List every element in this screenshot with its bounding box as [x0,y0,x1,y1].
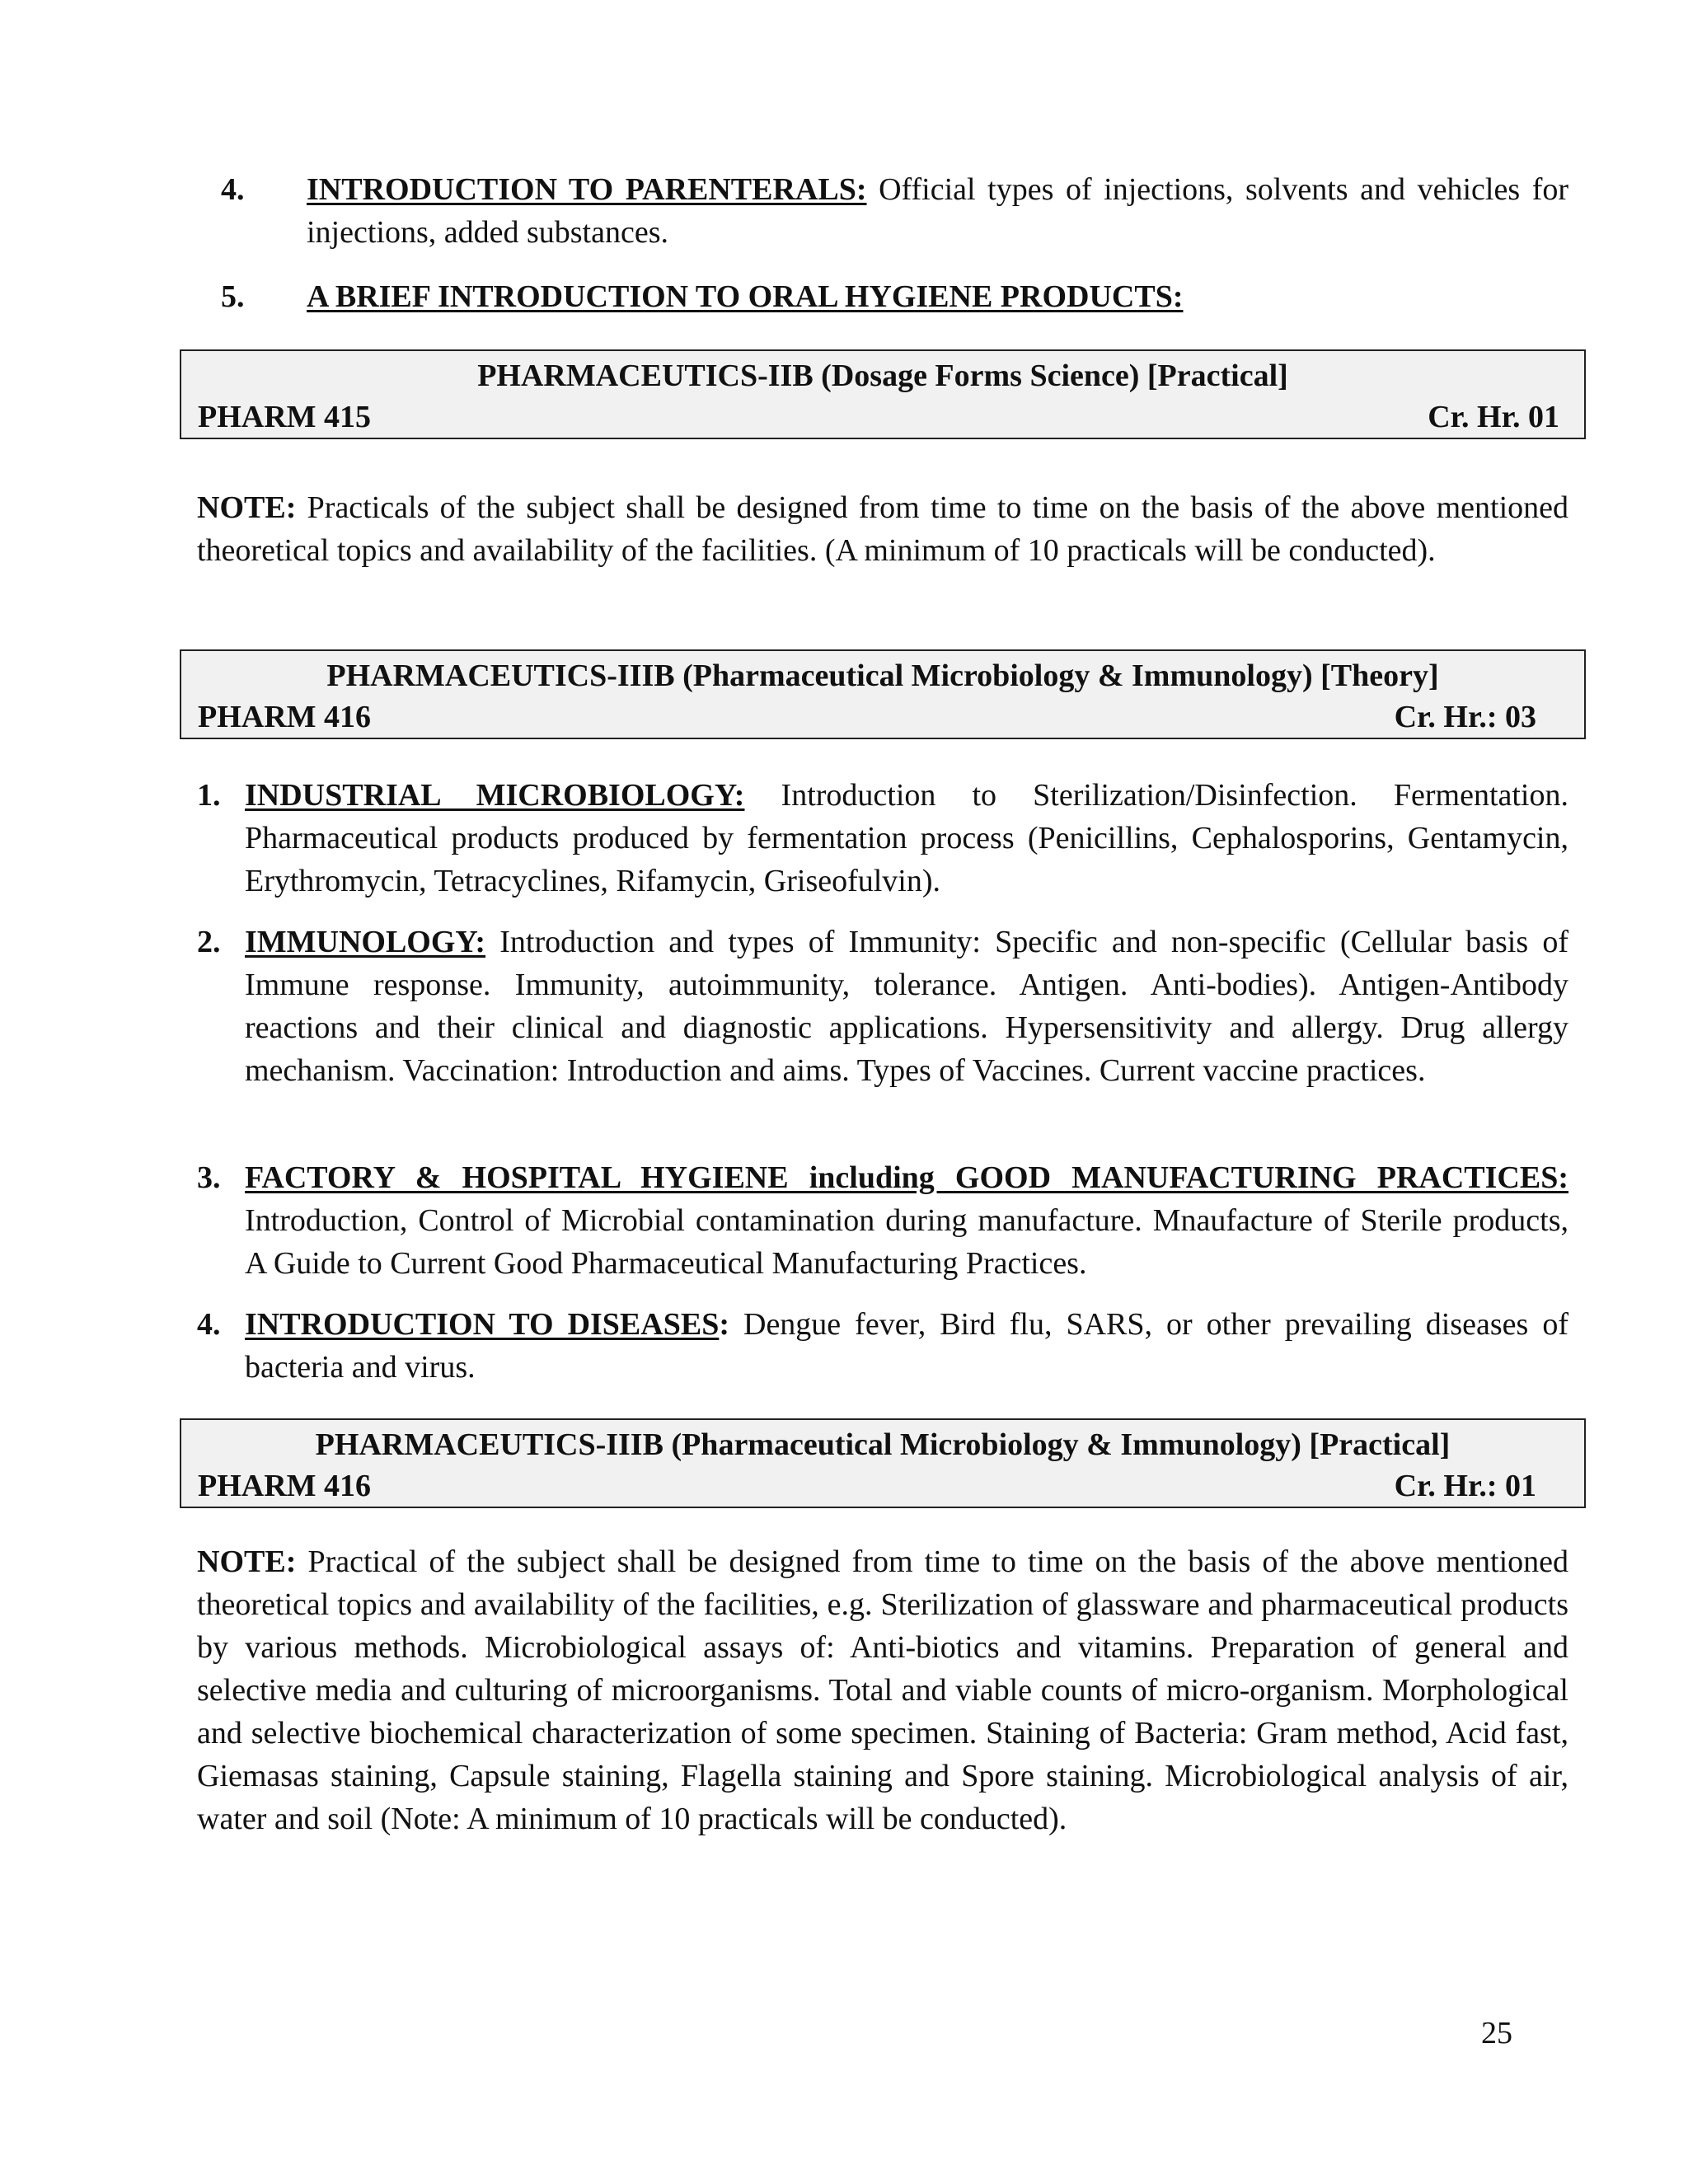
item-number: 5. [221,279,245,314]
item-text: Introduction and types of Immunity: Specific and non-specific (Cellular basis of Immune response. Immunity, autoimmunity, tolerance. Antigen. Anti-bodies). Antigen-Antibody reactions and their clinical and diagnostic applications. Hypersensitivity and allergy. Drug allergy mechanism. Vaccination: Introduction and aims. Types of Vaccines. Current vaccine practices. [245,925,1568,1088]
note-paragraph [197,1540,1568,1840]
course-header-box [180,349,1586,439]
course-code: PHARM 415 [198,400,372,434]
course-code: PHARM 416 [198,700,372,734]
note-paragraph [197,486,1568,572]
course-code: PHARM 416 [198,1469,372,1503]
item-text: Introduction, Control of Microbial contamination during manufacture. Mnaufacture of Sterile products, A Guide to Current Good Pharmaceutical Manufacturing Practices. [245,1203,1568,1281]
item-heading: INDUSTRIAL MICROBIOLOGY: [245,778,745,813]
page-number: 25 [1481,2016,1512,2050]
item-number: 4. [197,1307,221,1342]
course-title: PHARMACEUTICS-IIIB (Pharmaceutical Microbiology & Immunology) [Practical] [315,1427,1451,1462]
item-parenterals [307,168,1568,254]
item-number: 3. [197,1160,221,1195]
credit-hours: Cr. Hr.: 01 [1394,1469,1536,1503]
item-text: Introduction to Sterilization/Disinfection. Fermentation. Pharmaceutical products produced by fermentation process (Penicillins, Cephalosporins, Gentamycin, Erythromycin, Tetracyclines, Rifamycin, Griseofulvin). [245,778,1568,898]
course-title: PHARMACEUTICS-IIIB (Pharmaceutical Microbiology & Immunology) [Theory] [326,658,1439,693]
item-industrial-microbiology [245,774,1568,902]
item-text: Official types of injections, solvents and vehicles for injections, added substances. [307,172,1568,250]
course-title: PHARMACEUTICS-IIB (Dosage Forms Science) [Practical] [477,359,1288,393]
item-hygiene-gmp [245,1156,1568,1285]
item-heading: IMMUNOLOGY: [245,925,486,959]
item-number: 4. [221,172,245,207]
course-header-box [180,1418,1586,1508]
item-immunology [245,921,1568,1092]
note-label: NOTE: [197,1544,297,1579]
item-diseases [245,1303,1568,1389]
item-number: 2. [197,925,221,959]
item-oral-hygiene [307,275,1568,318]
note-text: Practical of the subject shall be designed from time to time on the basis of the above mentioned theoretical topics and availability of the facilities, e.g. Sterilization of glassware and pharmaceutical products by various methods. Microbiological assays of: Anti-biotics and vitamins. Preparation of general and selective media and culturing of microorganisms. Total and viable counts of micro-organism. Morphological and selective biochemical characterization of some specimen. Staining of Bacteria: Gram method, Acid fast, Giemasas staining, Capsule staining, Flagella staining and Spore staining. Microbiological analysis of air, water and soil (Note: A minimum of 10 practicals will be conducted). [197,1544,1568,1836]
item-heading-colon: : [719,1307,729,1342]
course-header-box [180,649,1586,739]
item-heading: INTRODUCTION TO PARENTERALS: [307,172,867,207]
credit-hours: Cr. Hr. 01 [1428,400,1559,434]
item-heading: FACTORY & HOSPITAL HYGIENE including GOOD MANUFACTURING PRACTICES: [245,1160,1568,1195]
note-label: NOTE: [197,490,297,525]
item-heading: INTRODUCTION TO DISEASES [245,1307,720,1342]
note-text: Practicals of the subject shall be designed from time to time on the basis of the above mentioned theoretical topics and availability of the facilities. (A minimum of 10 practicals will be conducted). [197,490,1568,568]
item-number: 1. [197,778,221,813]
credit-hours: Cr. Hr.: 03 [1394,700,1536,734]
item-heading: A BRIEF INTRODUCTION TO ORAL HYGIENE PRODUCTS: [307,279,1184,314]
item-text: Dengue fever, Bird flu, SARS, or other prevailing diseases of bacteria and virus. [245,1307,1568,1385]
